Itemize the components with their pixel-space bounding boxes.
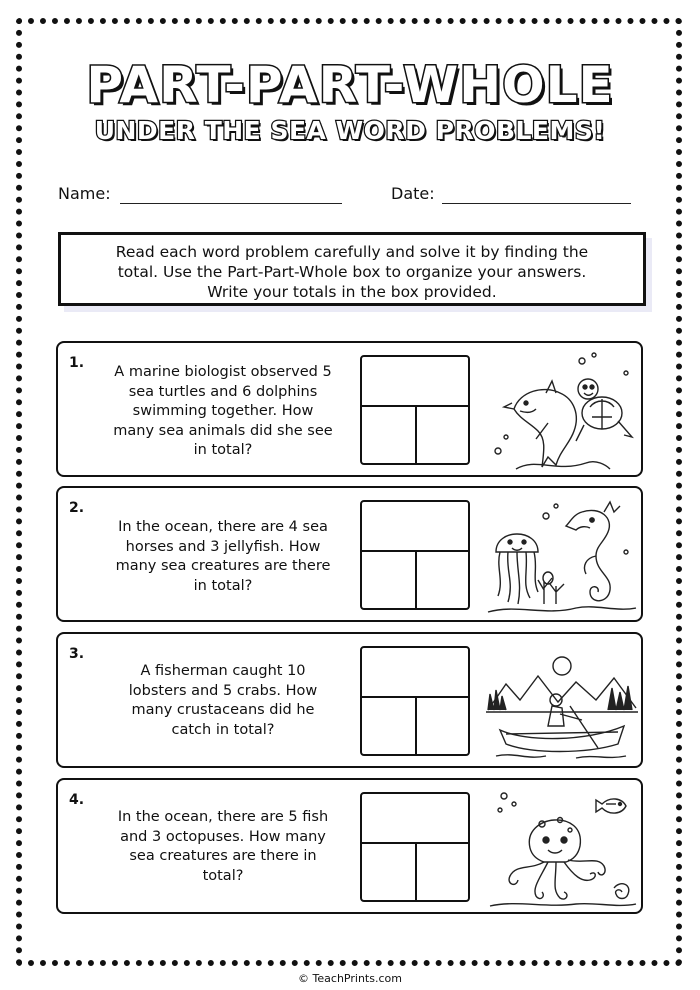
instructions-line: Write your totals in the box provided.	[207, 283, 497, 301]
problem-number: 2.	[69, 500, 85, 516]
instructions-box	[58, 232, 646, 306]
copyright-footer: © TeachPrints.com	[298, 972, 402, 985]
fisherman-boat-illustration	[486, 638, 638, 764]
problem-number: 1.	[69, 355, 85, 371]
problem-card-2	[56, 486, 643, 622]
part-part-whole-box[interactable]	[360, 500, 470, 610]
problem-text-line: many sea creatures are there	[115, 558, 331, 574]
jellyfish-seahorse-illustration	[486, 492, 638, 618]
dolphin-turtle-illustration	[486, 347, 638, 473]
problem-text-line: sea turtles and 6 dolphins	[128, 383, 318, 400]
problem-text-line: lobsters and 5 crabs. How	[128, 682, 318, 699]
problem-text	[100, 808, 346, 886]
date-label: Date:	[391, 184, 435, 203]
page-title: PART-PART-WHOLE	[86, 56, 614, 114]
problem-text-line: in total?	[193, 577, 253, 594]
instructions-line: total. Use the Part-Part-Whole box to organize your answers.	[117, 263, 587, 281]
problem-text-line: A marine biologist observed 5	[114, 364, 332, 380]
name-field[interactable]	[120, 203, 342, 204]
problem-text-line: In the ocean, there are 5 fish	[117, 809, 329, 825]
octopus-fish-illustration	[486, 784, 638, 910]
problem-text-line: horses and 3 jellyfish. How	[125, 538, 321, 555]
problem-card-4	[56, 778, 643, 914]
name-label: Name:	[58, 184, 111, 203]
problem-card-1	[56, 341, 643, 477]
problem-text-line: catch in total?	[171, 721, 275, 738]
problem-text-line: many crustaceans did he	[131, 702, 315, 718]
problem-text	[100, 662, 346, 740]
problem-text-line: A fisherman caught 10	[140, 663, 306, 679]
problem-card-3	[56, 632, 643, 768]
problem-text-line: swimming together. How	[132, 403, 314, 419]
problem-text	[100, 363, 346, 461]
problem-text	[100, 518, 346, 596]
problem-text-line: in total?	[193, 442, 253, 458]
problem-text-line: sea creatures are there in	[129, 848, 317, 864]
problem-number: 3.	[69, 646, 85, 662]
part-part-whole-box[interactable]	[360, 646, 470, 756]
problem-text-line: and 3 octopuses. How many	[120, 828, 326, 845]
page-subtitle: UNDER THE SEA WORD PROBLEMS!	[94, 116, 606, 145]
part-part-whole-box[interactable]	[360, 792, 470, 902]
name-date-fields	[58, 184, 638, 210]
problem-text-line: many sea animals did she see	[113, 422, 333, 439]
part-part-whole-box[interactable]	[360, 355, 470, 465]
problem-text-line: In the ocean, there are 4 sea	[118, 519, 328, 535]
instructions-line: Read each word problem carefully and solve it by finding the	[115, 243, 589, 261]
problem-number: 4.	[69, 792, 85, 808]
problem-text-line: total?	[202, 867, 244, 884]
date-field[interactable]	[442, 203, 631, 204]
